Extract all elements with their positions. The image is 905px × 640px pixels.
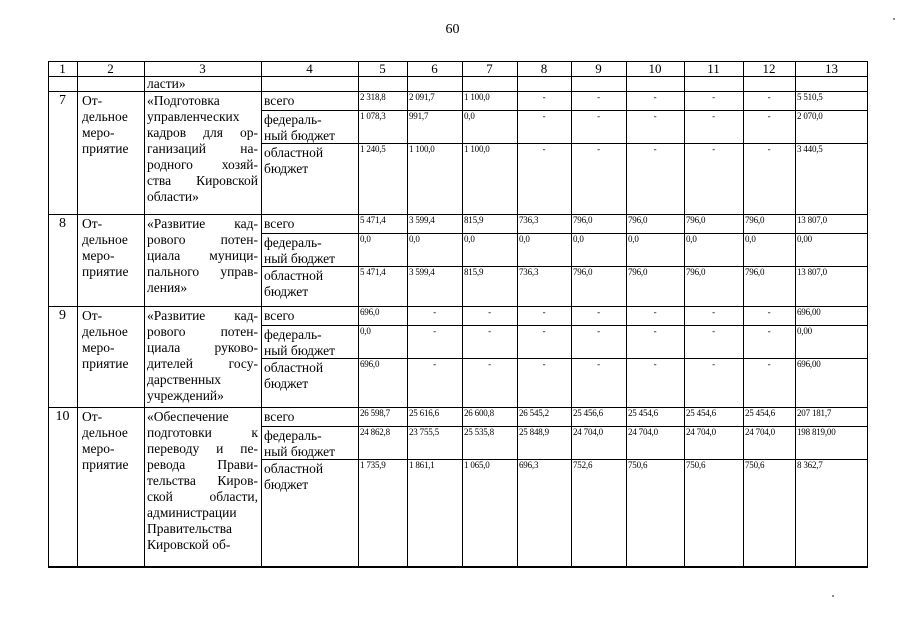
empty-value: - — [433, 326, 436, 336]
budget-value: 0,00 — [797, 234, 812, 244]
budget-value: 0,0 — [745, 234, 756, 244]
column-header: 1 — [59, 61, 66, 76]
measure-type-line: От- — [82, 308, 103, 323]
budget-value: 750,6 — [745, 460, 765, 470]
budget-value: 0,0 — [628, 234, 639, 244]
scan-speck — [832, 595, 834, 597]
budget-value: 3 599,4 — [409, 215, 435, 225]
budget-value: 25 454,6 — [686, 408, 716, 418]
empty-value: - — [542, 307, 546, 317]
measure-type-line: От- — [82, 216, 103, 231]
column-header: 13 — [825, 61, 838, 76]
budget-source-line: всего — [264, 409, 295, 424]
row-number: 8 — [59, 216, 66, 231]
grid-line-v — [867, 61, 868, 567]
budget-source-line: областной — [264, 268, 324, 283]
row-number: 10 — [55, 409, 70, 424]
column-header: 2 — [107, 61, 114, 76]
empty-value: - — [767, 111, 771, 121]
measure-name-line: тельства Киров- — [147, 473, 258, 488]
budget-source-line: областной — [264, 145, 324, 160]
empty-value: - — [653, 359, 657, 369]
measure-name-line: Правительства — [147, 521, 232, 536]
budget-value: 3 440,5 — [797, 144, 823, 154]
budget-value: 991,7 — [409, 111, 429, 121]
grid-line-v — [407, 61, 408, 567]
measure-name-line: управленческих — [147, 109, 240, 124]
empty-value: - — [653, 92, 657, 102]
budget-value: 23 755,5 — [409, 427, 439, 437]
budget-value: 0,0 — [464, 234, 475, 244]
empty-value: - — [542, 326, 546, 336]
empty-value: - — [542, 144, 546, 154]
measure-type-line: дельное — [82, 109, 128, 124]
empty-value: - — [653, 326, 657, 336]
budget-source-line: бюджет — [264, 161, 309, 176]
budget-value: 24 704,0 — [573, 427, 603, 437]
budget-source-line: бюджет — [264, 284, 309, 299]
budget-value: 0,0 — [409, 234, 420, 244]
empty-value: - — [597, 307, 600, 317]
budget-source-line: бюджет — [264, 477, 309, 492]
grid-line-h — [261, 426, 868, 427]
measure-type-line: приятие — [82, 356, 129, 371]
measure-name-line: ревода Прави- — [147, 457, 258, 472]
empty-value: - — [433, 359, 436, 369]
grid-line-h — [48, 91, 868, 92]
measure-name-line: подготовки к — [147, 425, 258, 440]
budget-value: 796,0 — [745, 267, 765, 277]
measure-type-line: приятие — [82, 457, 129, 472]
budget-value: 815,9 — [464, 267, 484, 277]
budget-source-line: ный бюджет — [264, 251, 336, 266]
budget-source-line: областной — [264, 360, 324, 375]
empty-value: - — [767, 307, 771, 317]
budget-value: 752,6 — [573, 460, 593, 470]
budget-value: 736,3 — [519, 215, 539, 225]
measure-name-line: родного хозяй- — [147, 157, 258, 172]
budget-value: 0,0 — [360, 326, 371, 336]
budget-source-line: бюджет — [264, 376, 309, 391]
measure-type-line: меро- — [82, 248, 115, 263]
budget-value: 8 362,7 — [797, 460, 823, 470]
grid-line-v — [358, 61, 359, 567]
empty-value: - — [488, 326, 491, 336]
grid-line-h — [261, 459, 868, 460]
budget-value: 3 599,4 — [409, 267, 435, 277]
column-header: 6 — [431, 61, 438, 76]
page-number: 60 — [445, 22, 460, 37]
empty-value: - — [767, 359, 771, 369]
budget-value: 24 704,0 — [745, 427, 775, 437]
continuation-text: ласти» — [147, 76, 186, 91]
budget-value: 13 807,0 — [797, 215, 827, 225]
grid-line-h — [261, 325, 868, 326]
budget-value: 796,0 — [573, 267, 593, 277]
measure-name-line: пального управ- — [147, 264, 258, 279]
measure-type-line: меро- — [82, 340, 115, 355]
grid-line-h — [48, 306, 868, 307]
budget-value: 1 861,1 — [409, 460, 435, 470]
empty-value: - — [712, 359, 715, 369]
measure-name-line: рового потен- — [147, 232, 258, 247]
budget-value: 0,0 — [360, 234, 371, 244]
empty-value: - — [488, 307, 491, 317]
measure-type-line: дельное — [82, 425, 128, 440]
budget-value: 26 545,2 — [519, 408, 549, 418]
budget-value: 24 704,0 — [686, 427, 716, 437]
measure-type-line: меро- — [82, 125, 115, 140]
budget-value: 0,00 — [797, 326, 812, 336]
empty-value: - — [712, 326, 715, 336]
budget-value: 25 454,6 — [745, 408, 775, 418]
budget-value: 1 735,9 — [360, 460, 386, 470]
budget-value: 0,0 — [686, 234, 697, 244]
budget-value: 696,0 — [360, 307, 380, 317]
budget-source-line: ный бюджет — [264, 128, 336, 143]
budget-value: 750,6 — [628, 460, 648, 470]
budget-value: 2 070,0 — [797, 111, 823, 121]
budget-value: 24 704,0 — [628, 427, 658, 437]
measure-name-line: ганизаций на- — [147, 141, 258, 156]
grid-line-v — [77, 61, 78, 567]
empty-value: - — [653, 307, 657, 317]
budget-value: 815,9 — [464, 215, 484, 225]
measure-type-line: дельное — [82, 324, 128, 339]
measure-type-line: приятие — [82, 264, 129, 279]
measure-name-line: «Развитие кад- — [147, 216, 258, 231]
budget-value: 796,0 — [628, 267, 648, 277]
grid-line-h — [261, 358, 868, 359]
grid-line-v — [626, 61, 627, 567]
measure-type-line: От- — [82, 409, 103, 424]
budget-value: 25 456,6 — [573, 408, 603, 418]
grid-line-h — [261, 266, 868, 267]
grid-line-h — [261, 233, 868, 234]
measure-name-line: учреждений» — [147, 388, 224, 403]
budget-value: 796,0 — [628, 215, 648, 225]
budget-value: 5 471,4 — [360, 267, 386, 277]
budget-value: 1 100,0 — [409, 144, 435, 154]
measure-name-line: ства Кировской — [147, 173, 258, 188]
budget-value: 26 598,7 — [360, 408, 390, 418]
budget-source-line: всего — [264, 216, 295, 231]
budget-value: 696,3 — [519, 460, 539, 470]
grid-line-h — [48, 567, 868, 568]
measure-name-line: циала руково- — [147, 340, 258, 355]
budget-value: 1 240,5 — [360, 144, 386, 154]
budget-source-line: всего — [264, 93, 295, 108]
budget-value: 796,0 — [745, 215, 765, 225]
budget-value: 25 616,6 — [409, 408, 439, 418]
grid-line-v — [261, 61, 262, 567]
grid-line-v — [684, 61, 685, 567]
budget-source-line: всего — [264, 308, 295, 323]
empty-value: - — [597, 144, 600, 154]
budget-value: 0,0 — [464, 111, 475, 121]
column-header: 5 — [379, 61, 386, 76]
scan-speck — [893, 18, 895, 20]
budget-source-line: федераль- — [264, 428, 322, 443]
budget-value: 796,0 — [686, 215, 706, 225]
column-header: 12 — [762, 61, 776, 76]
budget-value: 2 318,8 — [360, 92, 386, 102]
budget-value: 0,0 — [519, 234, 530, 244]
budget-value: 1 065,0 — [464, 460, 490, 470]
budget-table — [48, 61, 868, 567]
measure-name-line: ской области, — [147, 489, 258, 504]
budget-value: 24 862,8 — [360, 427, 390, 437]
empty-value: - — [542, 111, 546, 121]
budget-value: 696,00 — [797, 359, 821, 369]
budget-value: 198 819,00 — [797, 427, 836, 437]
grid-line-v — [144, 61, 145, 567]
column-header: 11 — [707, 61, 720, 76]
budget-value: 1 100,0 — [464, 144, 490, 154]
budget-value: 2 091,7 — [409, 92, 435, 102]
budget-value: 696,00 — [797, 307, 821, 317]
measure-name-line: администрации — [147, 505, 237, 520]
budget-value: 1 100,0 — [464, 92, 490, 102]
budget-value: 5 471,4 — [360, 215, 386, 225]
budget-value: 736,3 — [519, 267, 539, 277]
budget-source-line: федераль- — [264, 327, 322, 342]
budget-source-line: ный бюджет — [264, 444, 336, 459]
empty-value: - — [653, 144, 657, 154]
empty-value: - — [767, 144, 771, 154]
empty-value: - — [597, 92, 600, 102]
budget-value: 207 181,7 — [797, 408, 832, 418]
grid-line-h — [261, 110, 868, 111]
measure-name-line: ления» — [147, 280, 188, 295]
budget-value: 25 848,9 — [519, 427, 549, 437]
grid-line-v — [462, 61, 463, 567]
measure-name-line: кадров для ор- — [147, 125, 258, 140]
budget-source-line: федераль- — [264, 235, 322, 250]
measure-name-line: рового потен- — [147, 324, 258, 339]
column-header: 3 — [199, 61, 206, 76]
budget-value: 796,0 — [573, 215, 593, 225]
budget-value: 26 600,8 — [464, 408, 494, 418]
empty-value: - — [767, 326, 771, 336]
empty-value: - — [597, 359, 600, 369]
budget-source-line: областной — [264, 461, 324, 476]
empty-value: - — [597, 326, 600, 336]
budget-value: 1 078,3 — [360, 111, 386, 121]
grid-line-v — [571, 61, 572, 567]
empty-value: - — [712, 92, 715, 102]
measure-name-line: «Обеспечение — [147, 409, 229, 424]
row-number: 9 — [59, 308, 66, 323]
empty-value: - — [712, 111, 715, 121]
budget-value: 0,0 — [573, 234, 584, 244]
budget-value: 25 454,6 — [628, 408, 658, 418]
column-header: 8 — [540, 61, 548, 76]
measure-name-line: Кировской об- — [147, 537, 231, 552]
grid-line-v — [795, 61, 796, 567]
measure-name-line: «Подготовка — [147, 93, 220, 108]
empty-value: - — [597, 111, 600, 121]
column-header: 7 — [486, 61, 493, 76]
column-header: 4 — [306, 61, 313, 76]
column-header: 10 — [648, 61, 662, 76]
grid-line-v — [743, 61, 744, 567]
empty-value: - — [433, 307, 436, 317]
budget-value: 796,0 — [686, 267, 706, 277]
grid-line-h — [261, 143, 868, 144]
empty-value: - — [542, 92, 546, 102]
budget-source-line: ный бюджет — [264, 343, 336, 358]
measure-type-line: меро- — [82, 441, 115, 456]
budget-value: 25 535,8 — [464, 427, 494, 437]
measure-name-line: циала муници- — [147, 248, 258, 263]
measure-name-line: области» — [147, 189, 199, 204]
grid-line-v — [517, 61, 518, 567]
empty-value: - — [712, 307, 715, 317]
measure-name-line: дителей госу- — [147, 356, 258, 371]
empty-value: - — [767, 92, 771, 102]
measure-type-line: дельное — [82, 232, 128, 247]
measure-type-line: приятие — [82, 141, 129, 156]
budget-value: 13 807,0 — [797, 267, 827, 277]
budget-value: 5 510,5 — [797, 92, 823, 102]
measure-type-line: От- — [82, 93, 103, 108]
column-header: 9 — [595, 61, 602, 76]
measure-name-line: переводу и пе- — [147, 441, 258, 456]
budget-source-line: федераль- — [264, 112, 322, 127]
empty-value: - — [653, 111, 657, 121]
measure-name-line: дарственных — [147, 372, 222, 387]
empty-value: - — [712, 144, 715, 154]
empty-value: - — [488, 359, 491, 369]
budget-value: 696,0 — [360, 359, 380, 369]
empty-value: - — [542, 359, 546, 369]
measure-name-line: «Развитие кад- — [147, 308, 258, 323]
row-number: 7 — [59, 93, 66, 108]
budget-value: 750,6 — [686, 460, 706, 470]
